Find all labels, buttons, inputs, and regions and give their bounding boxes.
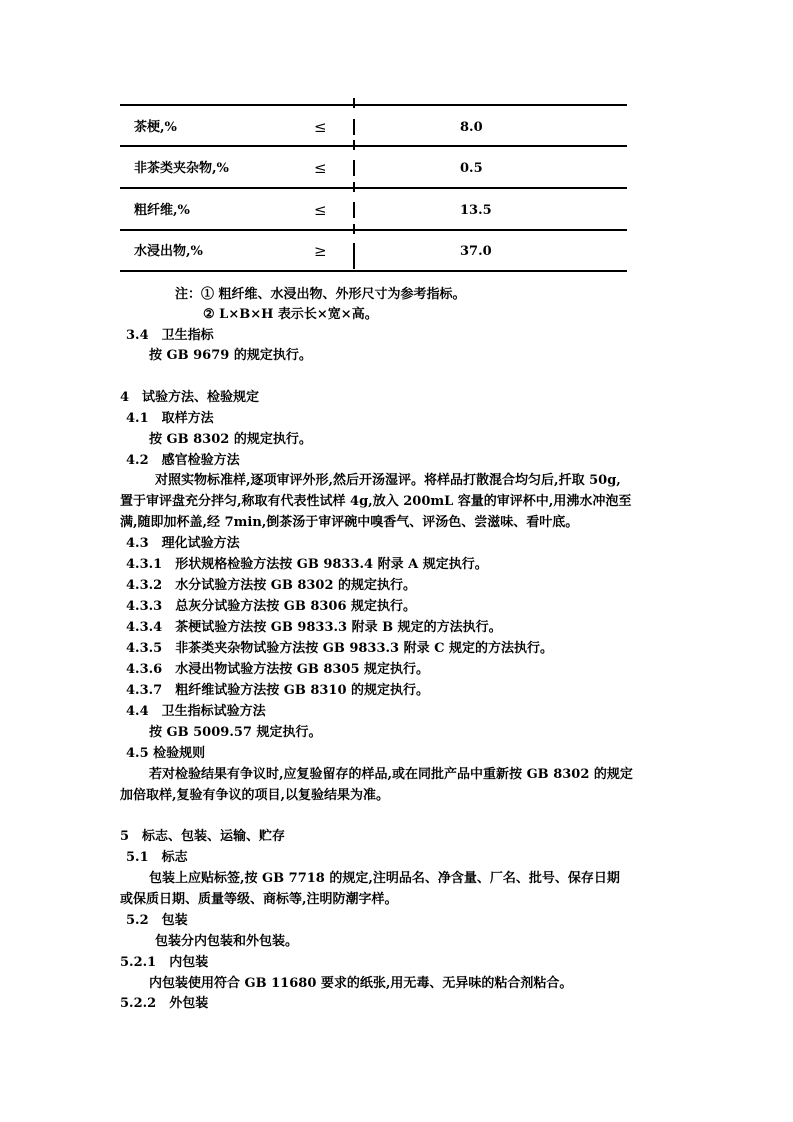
table-rule: [120, 145, 627, 147]
section-heading: 5.1 标志: [126, 850, 188, 865]
table-divider: [353, 243, 355, 269]
table-divider: [353, 140, 355, 150]
table-rule: [120, 270, 627, 272]
paragraph: 按 GB 9679 的规定执行。: [149, 348, 312, 363]
paragraph: 若对检验结果有争议时,应复验留存的样品,或在同批产品中重新按 GB 8302 的规定: [149, 767, 633, 782]
row-value: 37.0: [460, 244, 492, 259]
section-heading: 4.5 检验规则: [126, 746, 206, 761]
row-operator: ≤: [314, 201, 327, 219]
section-heading: 4 试验方法、检验规定: [120, 390, 260, 405]
row-name: 粗纤维,%: [134, 203, 190, 218]
list-item: 4.3.2 水分试验方法按 GB 8302 的规定执行。: [126, 578, 417, 593]
list-item: 4.3.1 形状规格检验方法按 GB 9833.4 附录 A 规定执行。: [126, 557, 488, 572]
section-heading: 5.2 包装: [126, 913, 188, 928]
paragraph: 对照实物标准样,逐项审评外形,然后开汤湿评。将样品打散混合均匀后,扦取 50g,: [155, 473, 621, 488]
list-item: 4.3.6 水浸出物试验方法按 GB 8305 规定执行。: [126, 662, 430, 677]
section-heading: 5.2.2 外包装: [120, 996, 209, 1011]
paragraph: 按 GB 8302 的规定执行。: [149, 432, 312, 447]
paragraph: 按 GB 5009.57 规定执行。: [149, 725, 322, 740]
row-operator: ≥: [314, 242, 327, 260]
row-value: 13.5: [460, 203, 492, 218]
section-heading: 4.4 卫生指标试验方法: [126, 704, 266, 719]
row-operator: ≤: [314, 118, 327, 136]
list-item: 4.3.5 非茶类夹杂物试验方法按 GB 9833.3 附录 C 规定的方法执行。: [126, 641, 554, 656]
paragraph: 加倍取样,复验有争议的项目,以复验结果为准。: [120, 788, 390, 803]
row-name: 水浸出物,%: [134, 244, 203, 259]
table-note: 注：① 粗纤维、水浸出物、外形尺寸为参考指标。: [175, 287, 466, 302]
table-rule: [120, 104, 627, 106]
row-name: 茶梗,%: [134, 120, 177, 135]
section-heading: 5.2.1 内包装: [120, 955, 209, 970]
table-divider: [353, 119, 355, 135]
section-heading: 4.1 取样方法: [126, 411, 214, 426]
table-divider: [353, 182, 355, 192]
section-heading: 4.2 感官检验方法: [126, 453, 240, 468]
paragraph: 置于审评盘充分拌匀,称取有代表性试样 4g,放入 200mL 容量的审评杯中,用沸水冲泡至: [120, 494, 632, 509]
section-heading: 4.3 理化试验方法: [126, 536, 240, 551]
table-rule: [120, 229, 627, 231]
row-name: 非茶类夹杂物,%: [134, 161, 229, 176]
row-value: 0.5: [460, 161, 483, 176]
table-rule: [120, 187, 627, 189]
list-item: 4.3.4 茶梗试验方法按 GB 9833.3 附录 B 规定的方法执行。: [126, 620, 502, 635]
table-divider: [353, 98, 355, 108]
section-heading: 5 标志、包装、运输、贮存: [120, 829, 286, 844]
table-divider: [353, 202, 355, 218]
row-operator: ≤: [314, 159, 327, 177]
list-item: 4.3.3 总灰分试验方法按 GB 8306 规定执行。: [126, 599, 417, 614]
table-note: ② L×B×H 表示长×宽×高。: [203, 307, 378, 322]
paragraph: 或保质日期、质量等级、商标等,注明防潮字样。: [120, 892, 398, 907]
row-value: 8.0: [460, 120, 483, 135]
table-divider: [353, 160, 355, 176]
section-heading: 3.4 卫生指标: [126, 328, 214, 343]
table-divider: [353, 224, 355, 234]
paragraph: 包装分内包装和外包装。: [155, 934, 299, 949]
paragraph: 满,随即加杯盖,经 7min,倒茶汤于审评碗中嗅香气、评汤色、尝滋味、看叶底。: [120, 515, 579, 530]
list-item: 4.3.7 粗纤维试验方法按 GB 8310 的规定执行。: [126, 683, 430, 698]
paragraph: 内包装使用符合 GB 11680 要求的纸张,用无毒、无异味的粘合剂粘合。: [149, 976, 573, 991]
paragraph: 包装上应贴标签,按 GB 7718 的规定,注明品名、净含量、厂名、批号、保存日期: [149, 871, 620, 886]
